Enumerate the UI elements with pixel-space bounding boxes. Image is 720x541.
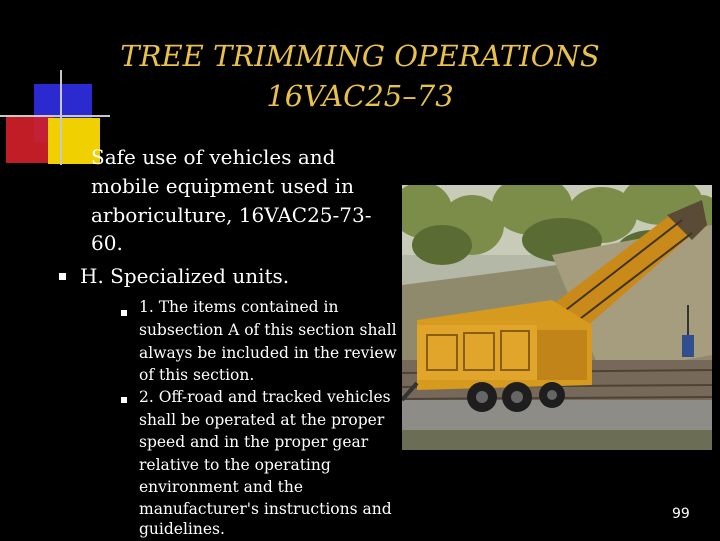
sub1-line-1: 1. The items contained in — [139, 298, 339, 316]
slide-title — [90, 36, 630, 116]
tree-chipper-photo — [402, 185, 712, 450]
square-bullet-icon — [49, 153, 56, 160]
sub1-line-3: always be included in the review — [139, 344, 397, 362]
sub2-line-4: relative to the operating — [139, 456, 331, 474]
sub2-line-3: speed and in the proper gear — [139, 433, 369, 451]
bullet2-text: H. Specialized units. — [80, 264, 290, 288]
sub2-line-5: environment and the — [139, 478, 304, 496]
title-line-2: 16VAC25–73 — [266, 79, 454, 113]
bullet1-line-1: Safe use of vehicles and — [91, 145, 336, 169]
square-bullet-icon — [59, 273, 66, 280]
page-number: 99 — [672, 506, 690, 522]
bullet1-line-2: mobile equipment used in — [91, 174, 355, 198]
title-line-1: TREE TRIMMING OPERATIONS — [120, 39, 600, 73]
sub2-line-7: guidelines. — [139, 520, 225, 538]
square-bullet-icon — [121, 310, 127, 316]
sub1-line-4: of this section. — [139, 366, 255, 384]
sub1-line-2: subsection A of this section shall — [139, 321, 397, 339]
bullet1-line-3: arboriculture, 16VAC25-73- — [91, 203, 372, 227]
square-bullet-icon — [121, 397, 127, 403]
bullet1-line-4: 60. — [91, 231, 123, 255]
deco-vertical-line — [60, 70, 62, 165]
sub2-line-6: manufacturer's instructions and — [139, 500, 392, 518]
deco-red-square — [6, 115, 54, 163]
sub2-line-2: shall be operated at the proper — [139, 411, 385, 429]
sub2-line-1: 2. Off-road and tracked vehicles — [139, 388, 391, 406]
